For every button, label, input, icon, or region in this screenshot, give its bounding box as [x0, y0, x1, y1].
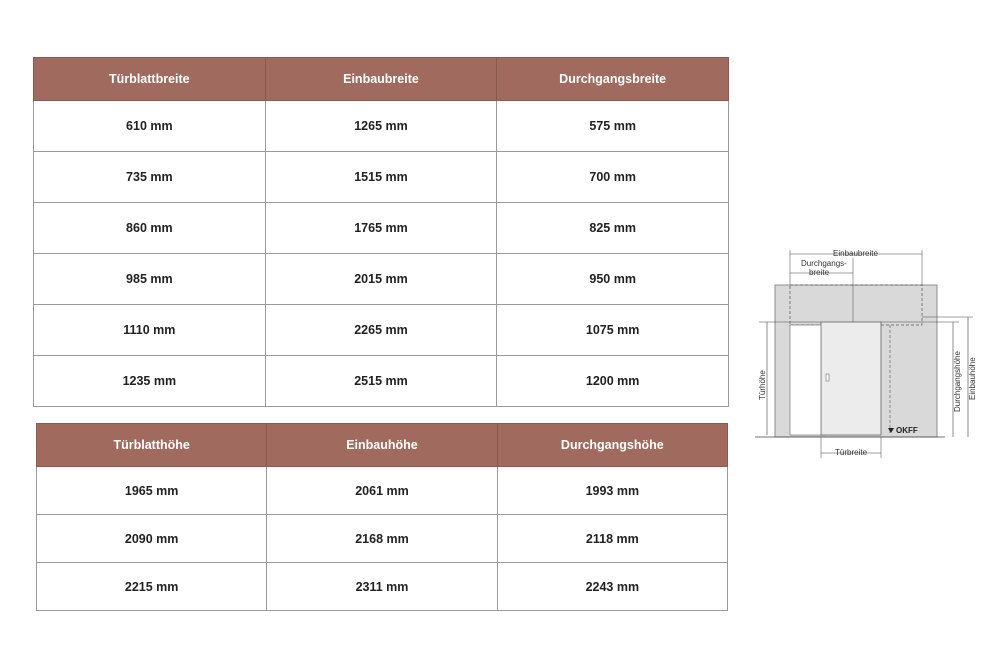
- header-turblattbreite: Türblattbreite: [34, 58, 266, 101]
- table-cell: 825 mm: [497, 203, 729, 254]
- header-einbaubreite: Einbaubreite: [265, 58, 497, 101]
- table-cell: 2515 mm: [265, 356, 497, 407]
- turbreite-label: Türbreite: [835, 448, 868, 457]
- table-cell: 2168 mm: [267, 515, 497, 563]
- door-leaf: [821, 322, 881, 435]
- table-cell: 1235 mm: [34, 356, 266, 407]
- table-cell: 2311 mm: [267, 563, 497, 611]
- durchgangshohe-label: Durchgangshöhe: [953, 351, 962, 412]
- table-cell: 950 mm: [497, 254, 729, 305]
- table-row: [37, 515, 728, 563]
- table-cell: 2090 mm: [37, 515, 267, 563]
- door-height-table: [36, 423, 728, 611]
- table-cell: 2265 mm: [265, 305, 497, 356]
- table-cell: 1515 mm: [265, 152, 497, 203]
- table-cell: 2215 mm: [37, 563, 267, 611]
- table-cell: 1110 mm: [34, 305, 266, 356]
- table-header-row: [34, 58, 729, 101]
- table-row: [34, 356, 729, 407]
- header-durchgangsbreite: Durchgangsbreite: [497, 58, 729, 101]
- table-row: [34, 101, 729, 152]
- table-cell: 2243 mm: [497, 563, 727, 611]
- table-cell: 1993 mm: [497, 467, 727, 515]
- door-opening: [790, 325, 825, 435]
- table-cell: 575 mm: [497, 101, 729, 152]
- einbaubreite-label: Einbaubreite: [833, 249, 878, 258]
- durchgangsbreite-label-2: breite: [809, 268, 830, 277]
- table-row: [37, 467, 728, 515]
- door-dimension-diagram: [745, 240, 985, 465]
- table-row: [34, 254, 729, 305]
- einbauhohe-label: Einbauhöhe: [968, 357, 977, 400]
- table-cell: 610 mm: [34, 101, 266, 152]
- table-cell: 1965 mm: [37, 467, 267, 515]
- table-cell: 1200 mm: [497, 356, 729, 407]
- header-durchgangshohe: Durchgangshöhe: [497, 424, 727, 467]
- table-cell: 985 mm: [34, 254, 266, 305]
- table-cell: 700 mm: [497, 152, 729, 203]
- table-row: [34, 152, 729, 203]
- header-einbauhohe: Einbauhöhe: [267, 424, 497, 467]
- okff-label: OKFF: [896, 426, 918, 435]
- turhohe-label: Türhöhe: [758, 370, 767, 400]
- table-header-row: [37, 424, 728, 467]
- table-row: [34, 305, 729, 356]
- table-cell: 735 mm: [34, 152, 266, 203]
- table-cell: 2015 mm: [265, 254, 497, 305]
- table-cell: 2118 mm: [497, 515, 727, 563]
- table-cell: 1075 mm: [497, 305, 729, 356]
- table-row: [37, 563, 728, 611]
- door-width-table: [33, 57, 729, 407]
- header-turblatthohe: Türblatthöhe: [37, 424, 267, 467]
- durchgangsbreite-label-1: Durchgangs-: [801, 259, 847, 268]
- table-cell: 1265 mm: [265, 101, 497, 152]
- door-handle: [826, 374, 829, 381]
- table-cell: 2061 mm: [267, 467, 497, 515]
- table-cell: 1765 mm: [265, 203, 497, 254]
- table-row: [34, 203, 729, 254]
- table-cell: 860 mm: [34, 203, 266, 254]
